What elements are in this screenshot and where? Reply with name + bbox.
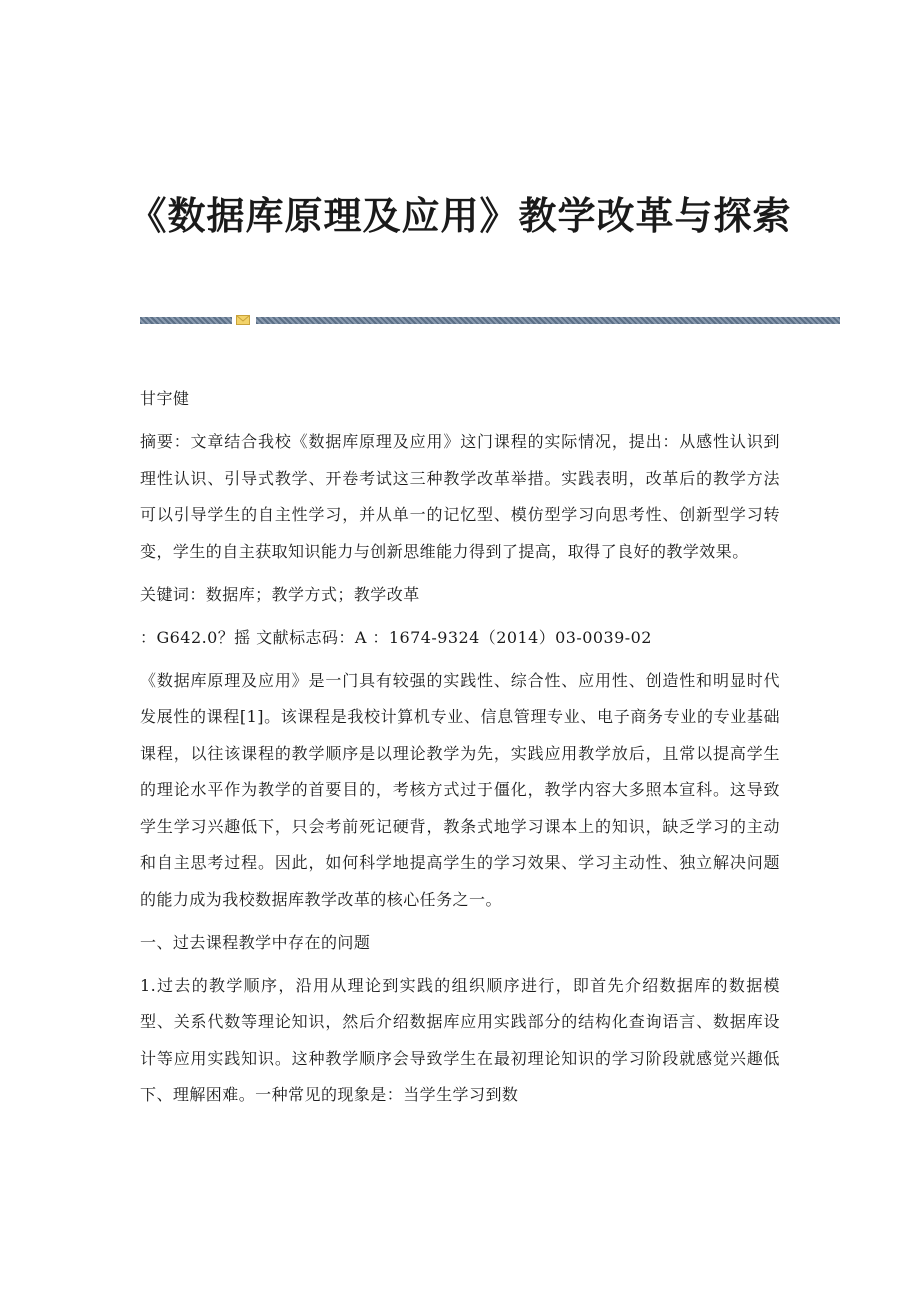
title-divider (140, 314, 840, 326)
envelope-icon (236, 314, 250, 326)
classification-codes: ：G642.0？摇 文献标志码：A ：1674-9324（2014）03-0039-02 (140, 627, 652, 647)
article-body (140, 381, 780, 1120)
divider-bar-right (256, 317, 840, 324)
article-title: 《数据库原理及应用》教学改革与探索 (128, 194, 792, 238)
abstract: 摘要：文章结合我校《数据库原理及应用》这门课程的实际情况，提出：从感性认识到理性认识、引导式教学、开卷考试这三种教学改革举措。实践表明，改革后的教学方法可以引导学生的自主性学习，并从单一的记忆型、模仿型学习向思考性、创新型学习转变，学生的自主获取知识能力与创新思维能力得到了提高，取得了良好的教学效果。 (140, 432, 780, 561)
section-1-paragraph-1: 1.过去的教学顺序，沿用从理论到实践的组织顺序进行，即首先介绍数据库的数据模型、关系代数等理论知识，然后介绍数据库应用实践部分的结构化查询语言、数据库设计等应用实践知识。这种教学顺序会导致学生在最初理论知识的学习阶段就感觉兴趣低下、理解困难。一种常见的现象是：当学生学习到数 (140, 975, 780, 1104)
keywords: 关键词：数据库；教学方式；教学改革 (140, 584, 420, 604)
author-name: 甘宇健 (140, 389, 190, 408)
section-heading-1: 一、过去课程教学中存在的问题 (140, 932, 371, 952)
divider-bar-left (140, 317, 232, 324)
intro-paragraph: 《数据库原理及应用》是一门具有较强的实践性、综合性、应用性、创造性和明显时代发展性的课程[1]。该课程是我校计算机专业、信息管理专业、电子商务专业的专业基础课程，以往该课程的教学顺序是以理论教学为先，实践应用教学放后，且常以提高学生的理论水平作为教学的首要目的，考核方式过于僵化，教学内容大多照本宣科。这导致学生学习兴趣低下，只会考前死记硬背，教条式地学习课本上的知识，缺乏学习的主动和自主思考过程。因此，如何科学地提高学生的学习效果、学习主动性、独立解决问题的能力成为我校数据库教学改革的核心任务之一。 (140, 670, 780, 909)
